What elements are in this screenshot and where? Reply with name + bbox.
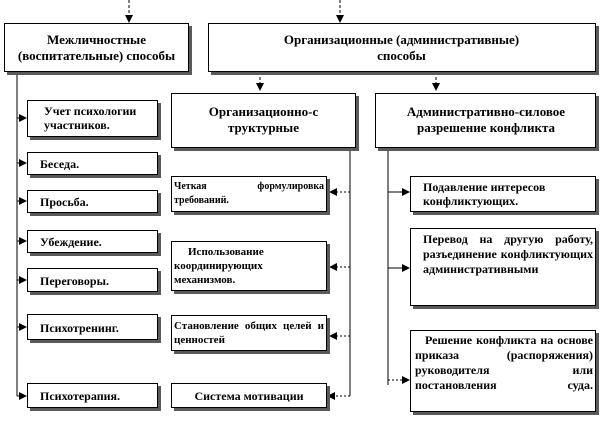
left-item-5 [27,268,158,292]
item-common-goals: Становление общих целей и ценностей [174,320,324,346]
left-item-4 [27,230,158,253]
structural-methods-header [171,93,356,148]
item-psychotraining: Психотренинг. [40,321,119,335]
item-transfer-separation: Перевод на другую работу, разъединение конфликтующих административными [423,232,593,276]
item-motivation-system: Система мотивации [194,389,304,403]
item-psychology: Учет психологии участников. [44,104,137,132]
structural-item-3 [171,315,327,351]
admin-item-3 [410,330,596,412]
item-negotiations: Переговоры. [40,274,109,288]
structural-item-4 [171,383,327,408]
administrative-methods-header [375,93,596,148]
item-request: Просьба. [40,195,89,209]
structural-methods-title: Организационно-структурные [208,104,319,135]
item-persuasion: Убеждение. [40,235,102,249]
structural-item-1 [171,176,327,212]
left-item-2 [27,152,158,175]
organizational-methods-title: Организационные (административные) способы [283,32,520,63]
item-order-or-court: Решение конфликта на основе приказа (распоряжения) руководителя или постановления суда. [415,333,593,392]
left-item-3 [27,190,158,213]
left-item-6 [27,314,158,340]
admin-item-2 [410,228,596,306]
item-conversation: Беседа. [40,157,80,171]
interpersonal-methods-header [4,23,189,72]
administrative-methods-title: Административно-силовое разрешение конфликта [406,104,566,135]
item-psychotherapy: Психотерапия. [40,389,121,403]
item-suppression-of-interests: Подавление интересов конфликтующих. [423,180,546,208]
organizational-methods-header [208,23,596,72]
left-item-1 [27,100,158,137]
left-item-7 [27,383,158,408]
structural-item-2 [171,241,327,291]
interpersonal-methods-title: Межличностные (воспитательные) способы [17,32,176,63]
item-coordinating-mechanisms: Использование координирующих механизмов. [174,246,264,286]
item-clear-requirements: Четкая формулировка требований. [174,181,324,206]
admin-item-1 [410,176,596,212]
